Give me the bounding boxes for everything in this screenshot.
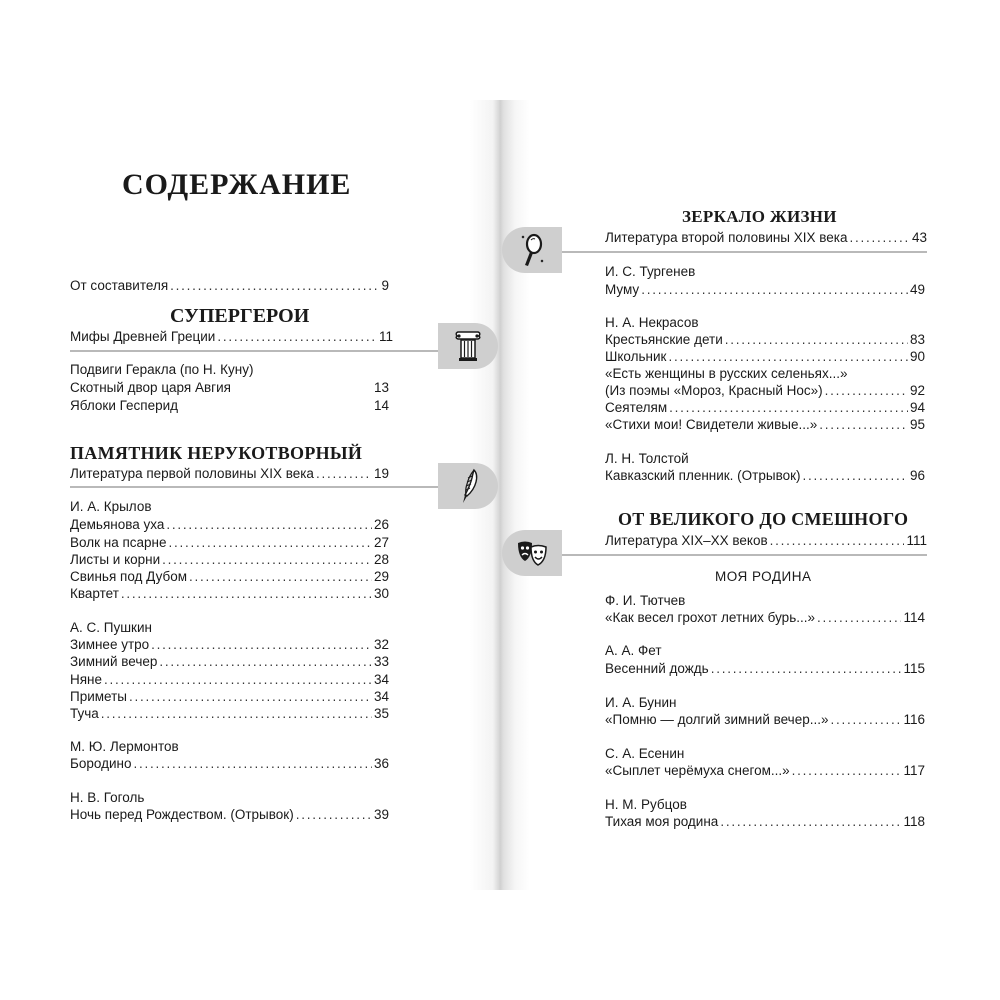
toc-row [70,755,389,772]
toc-title: Ночь перед Рождеством. (Отрывок) [70,807,294,822]
toc-page: 14 [373,398,389,413]
toc-page: 36 [373,756,389,771]
author-name: Ф. И. Тютчев [605,593,686,608]
toc-title: Муму [605,282,640,297]
toc-row [605,467,925,484]
toc-page: 115 [903,661,925,676]
toc-row [70,688,389,705]
toc-title: Литература второй половины XIX века [605,230,848,245]
toc-title: Свинья под Дубом [70,569,188,584]
section-subtitle [605,229,927,246]
leader-dots [825,382,908,399]
toc-row [605,331,925,348]
toc-title: Литература XIX–XX веков [605,533,768,548]
toc-title: «Есть женщины в русских селеньях...» [605,366,848,381]
leader-dots [803,467,908,484]
leader-dots [817,609,901,626]
toc-page: 90 [909,349,925,364]
toc-page: 111 [906,533,927,548]
leader-dots [669,399,908,416]
toc-title: Школьник [605,349,667,364]
toc-row [605,711,925,728]
toc-page: 114 [903,610,925,625]
toc-row [70,636,389,653]
leader-dots [770,532,905,549]
leader-dots [121,585,372,602]
toc-title: «Стихи мои! Свидетели живые...» [605,417,818,432]
toc-row [70,379,389,396]
toc-title: Весенний дождь [605,661,709,676]
toc-page: 92 [909,383,925,398]
author-name: М. Ю. Лермонтов [70,739,179,754]
toc-title: Сеятелям [605,400,668,415]
author-name: А. А. Фет [605,643,662,658]
toc-page: 49 [909,282,925,297]
toc-row [605,348,925,365]
leader-dots [133,755,372,772]
toc-row [605,609,925,626]
toc-title: Демьянова уха [70,517,165,532]
toc-page: 118 [903,814,925,829]
toc-page: 28 [373,552,389,567]
toc-title: Приметы [70,689,127,704]
leader-dots [316,465,372,482]
section-tab-monument [438,463,498,509]
leader-dots [641,281,908,298]
toc-title: Кавказский пленник. (Отрывок) [605,468,801,483]
leader-dots [129,688,372,705]
toc-row-intro [70,277,389,294]
toc-row [70,516,389,533]
toc-page: 34 [373,689,389,704]
toc-row [605,813,925,830]
toc-page: 30 [373,586,389,601]
toc-title: «Сыплет черёмуха снегом...» [605,763,790,778]
toc-page: 9 [381,278,389,293]
toc-title: Литература первой половины XIX века [70,466,314,481]
author-name: Л. Н. Толстой [605,451,689,466]
leader-dots [166,516,372,533]
author-name: Н. В. Гоголь [70,790,145,805]
toc-page: 34 [373,672,389,687]
leader-dots [668,348,908,365]
toc-title: (Из поэмы «Мороз, Красный Нос») [605,383,823,398]
toc-page: 83 [909,332,925,347]
toc-title: Волк на псарне [70,535,167,550]
toc-title: Зимнее утро [70,637,150,652]
leader-dots [151,636,372,653]
toc-row [605,762,925,779]
toc-title: Крестьянские дети [605,332,723,347]
toc-title: От составителя [70,278,169,293]
toc-page: 96 [909,468,925,483]
toc-page: 117 [903,763,925,778]
mirror-icon [519,232,545,268]
toc-page: 13 [373,380,389,395]
toc-title: Туча [70,706,99,721]
author-name: И. С. Тургенев [605,264,696,279]
toc-page: 33 [373,654,389,669]
author-name: С. А. Есенин [605,746,685,761]
author-name: И. А. Крылов [70,499,152,514]
leader-dots [819,416,908,433]
section-tab-superheroes [438,323,498,369]
leader-dots [170,277,379,294]
section-subtitle [70,328,393,345]
toc-page: 27 [373,535,389,550]
leader-dots [162,551,372,568]
column-icon [454,330,482,362]
leader-dots [792,762,902,779]
toc-row [70,653,389,670]
toc-page: 29 [373,569,389,584]
toc-row [605,399,925,416]
section-rule [70,486,440,488]
section-heading-mirror: ЗЕРКАЛО ЖИЗНИ [682,207,837,226]
toc-row [605,281,925,298]
toc-title: Тихая моя родина [605,814,719,829]
section-heading-monument: ПАМЯТНИК НЕРУКОТВОРНЫЙ [70,443,363,463]
toc-page: 35 [373,706,389,721]
leader-dots [711,660,902,677]
author-name: Подвиги Геракла (по Н. Куну) [70,362,254,377]
leader-dots [725,331,908,348]
section-heading-superheroes: СУПЕРГЕРОИ [170,305,310,327]
author-name: Н. А. Некрасов [605,315,699,330]
toc-page: 95 [909,417,925,432]
toc-page: 39 [373,807,389,822]
author-name: А. С. Пушкин [70,620,152,635]
leader-dots [720,813,901,830]
section-heading-great-to-funny: ОТ ВЕЛИКОГО ДО СМЕШНОГО [618,509,909,529]
leader-dots [831,711,902,728]
author-name: И. А. Бунин [605,695,677,710]
toc-title: Няне [70,672,103,687]
leader-dots [104,671,372,688]
section-rule [560,251,927,253]
toc-row [70,585,389,602]
leader-dots [159,653,372,670]
leader-dots [189,568,372,585]
toc-row [70,568,389,585]
section-subtitle [605,532,927,549]
toc-page: 26 [373,517,389,532]
quill-pen-icon [457,468,479,504]
right-page [605,0,927,1000]
section-rule [560,554,927,556]
toc-title: Листы и корни [70,552,161,567]
toc-row [70,397,389,414]
section-subtitle [70,465,389,482]
toc-page: 32 [373,637,389,652]
toc-row [70,551,389,568]
leader-dots [101,705,372,722]
toc-page: 19 [373,466,389,481]
toc-row [70,806,389,823]
toc-page: 11 [378,329,393,344]
toc-title: «Помню — долгий зимний вечер...» [605,712,829,727]
toc-title: Бородино [70,756,132,771]
leader-dots [169,534,372,551]
author-name: Н. М. Рубцов [605,797,687,812]
toc-row [605,660,925,677]
toc-page: 116 [903,712,925,727]
theatre-masks-icon [515,537,549,569]
toc-title: Яблоки Гесперид [70,398,179,413]
toc-row [605,416,925,433]
toc-row [70,534,389,551]
leader-dots [850,229,910,246]
page-title: СОДЕРЖАНИЕ [122,168,352,201]
section-tab-great-to-funny [502,530,562,576]
leader-dots [217,328,377,345]
section-rule [70,350,440,352]
subsection-label: МОЯ РОДИНА [715,569,812,584]
toc-title: Скотный двор царя Авгия [70,380,231,395]
toc-row [70,671,389,688]
toc-page: 43 [911,230,927,245]
left-page [70,0,393,1000]
toc-title: Зимний вечер [70,654,158,669]
toc-row [605,382,925,399]
toc-row [70,705,389,722]
section-tab-mirror [502,227,562,273]
toc-title: «Как весел грохот летних бурь...» [605,610,815,625]
toc-title: Квартет [70,586,119,601]
toc-page: 94 [909,400,925,415]
toc-title: Мифы Древней Греции [70,329,216,344]
leader-dots [296,806,372,823]
